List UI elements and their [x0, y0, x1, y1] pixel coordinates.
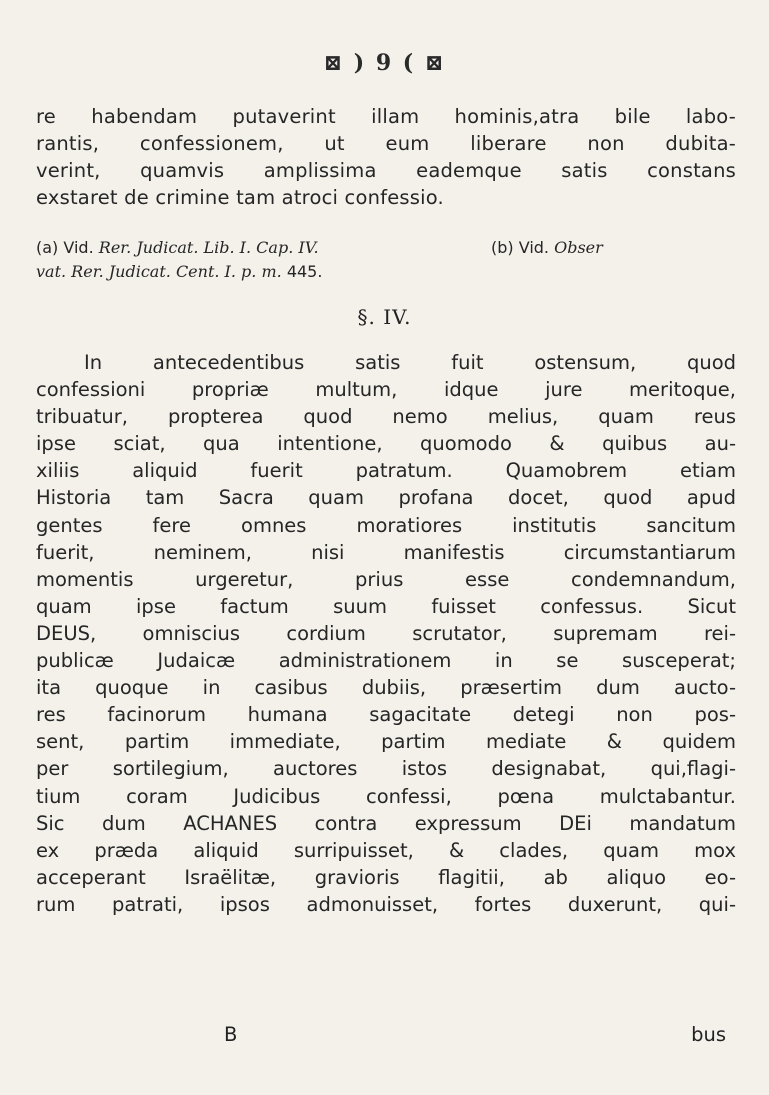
running-head: ⊠ ) 9 ( ⊠	[323, 50, 446, 76]
text-line: tribuatur, propterea quod nemo melius, quam reus	[36, 405, 736, 429]
top-paragraph	[36, 103, 736, 211]
footnote-a-plain: Vid.	[63, 238, 94, 257]
text-line: ita quoque in casibus dubiis, præsertim dum aucto-	[36, 676, 736, 700]
text-line: quam ipse factum suum fuisset confessus. Sicut	[36, 594, 736, 618]
signature-mark: B	[224, 1023, 238, 1046]
text-line: sent, partim immediate, partim mediate & quidem	[36, 730, 736, 754]
text-line: rum patrati, ipsos admonuisset, fortes duxerunt, qui-	[36, 892, 736, 916]
footnote-line-1	[36, 236, 736, 260]
text-line: Sic dum ACHANES contra expressum DEi mandatum	[36, 811, 736, 835]
section-title: §. IV.	[357, 305, 412, 329]
main-paragraph	[36, 349, 736, 918]
footnotes	[36, 236, 736, 284]
text-line: Historia tam Sacra quam profana docet, quod apud	[36, 486, 736, 510]
text-line: ipse sciat, qua intentione, quomodo & quibus au-	[36, 432, 736, 456]
footnote-line2-plain: 445.	[286, 262, 323, 281]
footnote-a-italic: Rer. Judicat. Lib. I. Cap. IV.	[98, 238, 319, 257]
footnote-b-plain: Vid.	[518, 238, 550, 257]
text-line: publicæ Judaicæ administrationem in se susceperat;	[36, 649, 736, 673]
text-line: gentes fere omnes moratiores institutis sancitum	[36, 513, 736, 537]
text-line: rantis, confessionem, ut eum liberare non dubita-	[36, 132, 736, 155]
text-line: exstaret de crimine tam atroci confessio.	[36, 186, 444, 209]
text-line: momentis urgeretur, prius esse condemnandum,	[36, 567, 736, 591]
footnote-line2-italic: vat. Rer. Judicat. Cent. I. p. m.	[36, 262, 282, 281]
text-line: tium coram Judicibus confessi, pœna mulctabantur.	[36, 784, 736, 808]
text-line: In antecedentibus satis fuit ostensum, quod	[84, 351, 736, 374]
text-line: acceperant Israëlitæ, gravioris flagitii, ab aliquo eo-	[36, 865, 736, 889]
text-line: ex præda aliquid surripuisset, & clades, quam mox	[36, 838, 736, 862]
text-line: per sortilegium, auctores istos designabat, qui,flagi-	[36, 757, 736, 781]
text-line: verint, quamvis amplissima eademque satis constans	[36, 159, 736, 182]
footnote-b-italic: Obser	[554, 238, 603, 257]
text-line: xiliis aliquid fuerit patratum. Quamobrem etiam	[36, 459, 736, 483]
text-line: fuerit, neminem, nisi manifestis circumstantiarum	[36, 540, 736, 564]
text-line: DEUS, omniscius cordium scrutator, supremam rei-	[36, 621, 736, 645]
footnote-b	[491, 236, 603, 260]
footnote-b-mark: (b)	[491, 238, 514, 257]
text-line: confessioni propriæ multum, idque jure meritoque,	[36, 378, 736, 402]
text-line: res facinorum humana sagacitate detegi non pos-	[36, 703, 736, 727]
footnote-line-2	[36, 260, 736, 284]
footnote-a	[36, 236, 491, 260]
text-line: re habendam putaverint illam hominis,atra bile labo-	[36, 105, 736, 128]
catchword: bus	[691, 1023, 726, 1046]
footnote-a-mark: (a)	[36, 238, 59, 257]
catchline	[36, 1023, 736, 1050]
